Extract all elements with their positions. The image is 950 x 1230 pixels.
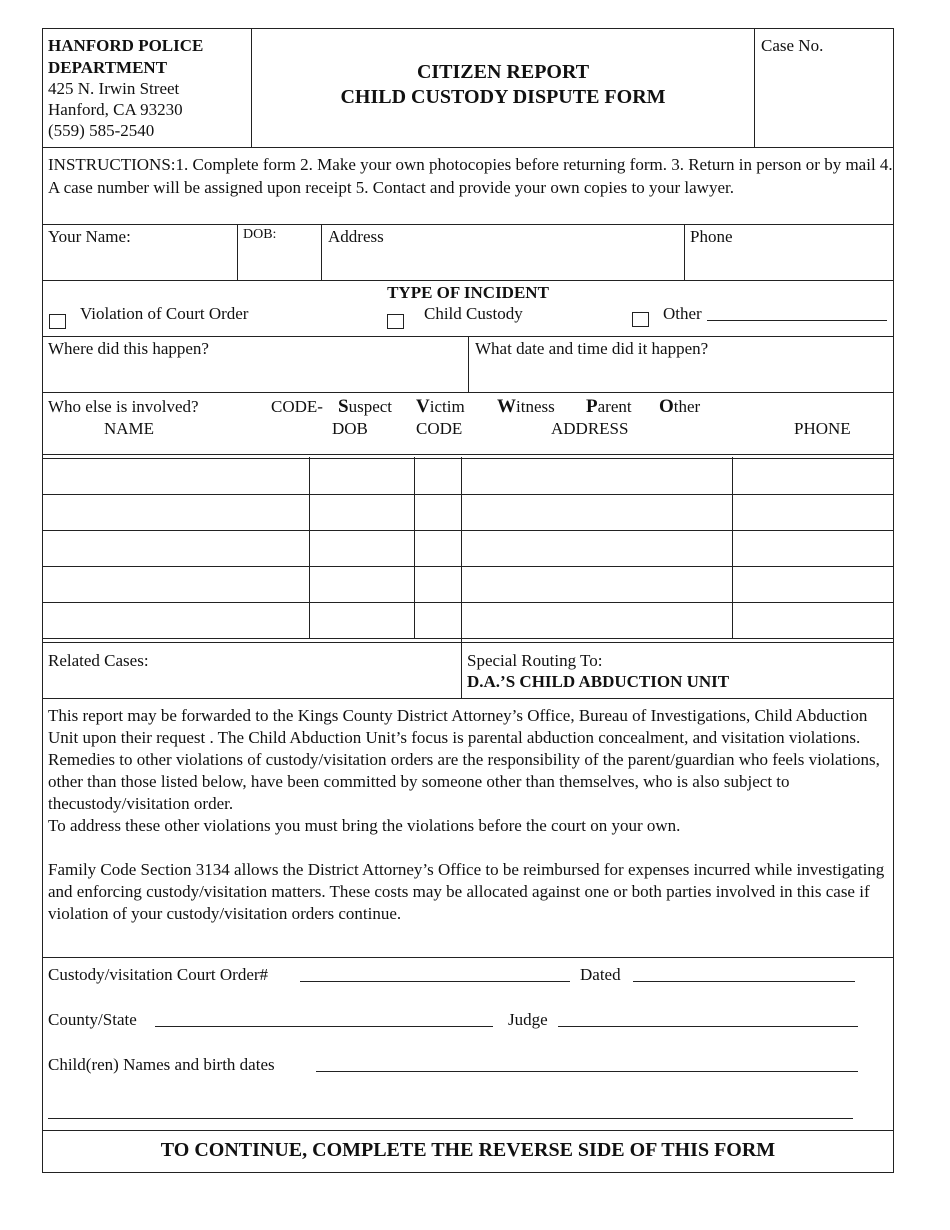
footer-top-rule [43,1130,893,1131]
notice-paragraph-2: Family Code Section 3134 allows the District Attorney’s Office to be reimbursed for expenses incurred while investigating and enforcing custody/visitation matters. These costs may be allocated against one or both parties involved in this case if violation of your custody/visitation orders continue. [48,860,885,923]
routing-value: D.A.’S CHILD ABDUCTION UNIT [467,672,730,691]
instructions-text: INSTRUCTIONS:1. Complete form 2. Make your own photocopies before returning form. 3. Return in person or by mail 4. A case number will be assigned upon receipt 5. Contact and provide your own copies to your lawyer. [48,155,893,197]
header-divider-left [251,29,252,147]
code-parent-rest: arent [597,397,632,416]
col-header-address: ADDRESS [551,419,629,438]
code-witness [497,396,555,418]
related-bottom-rule [43,698,893,699]
address-label: Address [328,227,384,246]
child-custody-label: Child Custody [424,304,523,323]
case-no-label: Case No. [761,36,824,55]
table-row-rule [43,566,893,567]
footer-instruction: TO CONTINUE, COMPLETE THE REVERSE SIDE OF THIS FORM [160,1139,776,1161]
involved-question: Who else is involved? [48,397,199,416]
code-other-initial: O [659,396,674,417]
violation-label: Violation of Court Order [80,304,249,323]
info-bottom-rule [43,280,893,281]
county-state-label: County/State [48,1010,137,1029]
code-witness-rest: itness [516,397,555,416]
table-bottom-rule [43,638,893,643]
dated-blank[interactable] [633,966,855,982]
dept-name-line2: DEPARTMENT [48,58,168,77]
when-label: What date and time did it happen? [475,339,709,358]
col-header-code: CODE [416,419,463,438]
county-state-blank[interactable] [155,1011,493,1027]
children-label: Child(ren) Names and birth dates [48,1055,275,1074]
notice-paragraph-1: This report may be forwarded to the Kings County District Attorney’s Office, Bureau of Investigations, Child Abduction Unit upon their request . The Child Abduction Unit’s focus is parental abduction concealment, and visitation violations. Remedies to other violations of custody/visitation orders are the responsibility of the parent/guardian who feels violations, other than those listed below, have been committed by someone other than themselves, who is also subject to thecustody/visitation order. [48,706,880,813]
table-col-divider-4 [732,457,733,639]
table-row-rule [43,494,893,495]
form-title-line2: CHILD CUSTODY DISPUTE FORM [340,86,666,108]
code-suspect-rest: uspect [348,397,393,416]
code-victim [416,396,465,418]
notice-paragraph-1b: To address these other violations you must bring the violations before the court on your own. [48,816,681,835]
phone-label: Phone [690,227,733,246]
court-order-blank[interactable] [300,966,570,982]
other-checkbox[interactable] [632,312,649,327]
code-other-rest: ther [673,397,701,416]
info-divider-2 [321,224,322,280]
notice-bottom-rule [43,957,893,958]
other-label: Other [663,304,702,323]
citizen-report-form [42,28,894,1173]
col-header-phone: PHONE [794,419,851,438]
form-title-line1: CITIZEN REPORT [416,61,590,83]
header-bottom-rule [43,147,893,148]
dept-phone: (559) 585-2540 [48,121,155,140]
header-divider-right [754,29,755,147]
code-suspect [338,396,392,418]
dept-name-line1: HANFORD POLICE [48,36,204,55]
your-name-label: Your Name: [48,227,131,246]
code-suspect-initial: S [338,396,349,417]
col-header-name: NAME [104,419,155,438]
code-parent-initial: P [586,396,598,417]
code-victim-initial: V [416,396,430,417]
where-bottom-rule [43,392,893,393]
table-top-rule [43,454,893,459]
children-blank[interactable] [316,1056,858,1072]
code-parent [586,396,632,418]
where-divider [468,336,469,392]
code-other [659,396,700,418]
related-cases-label: Related Cases: [48,651,149,670]
dept-address-line2: Hanford, CA 93230 [48,100,183,119]
table-col-divider-2 [414,457,415,639]
table-col-divider-1 [309,457,310,639]
other-blank[interactable] [707,305,887,321]
incident-heading: TYPE OF INCIDENT [387,283,549,302]
notice-text [48,705,890,925]
court-order-label: Custody/visitation Court Order# [48,965,269,984]
dated-label: Dated [580,965,621,984]
info-divider-1 [237,224,238,280]
children-blank-line2[interactable] [48,1103,853,1119]
code-prefix: CODE- [271,397,323,416]
code-witness-initial: W [497,396,516,417]
table-col-divider-3 [461,457,462,643]
dept-address-line1: 425 N. Irwin Street [48,79,180,98]
routing-label: Special Routing To: [467,651,603,670]
table-row-rule [43,530,893,531]
judge-blank[interactable] [558,1011,858,1027]
child-custody-checkbox[interactable] [387,314,404,329]
instructions-bottom-rule [43,224,893,225]
info-divider-3 [684,224,685,280]
code-victim-rest: ictim [429,397,465,416]
violation-checkbox[interactable] [49,314,66,329]
col-header-dob: DOB [332,419,368,438]
where-label: Where did this happen? [48,339,209,358]
judge-label: Judge [508,1010,548,1029]
related-divider [461,641,462,698]
table-row-rule [43,602,893,603]
dob-label: DOB: [243,227,277,242]
